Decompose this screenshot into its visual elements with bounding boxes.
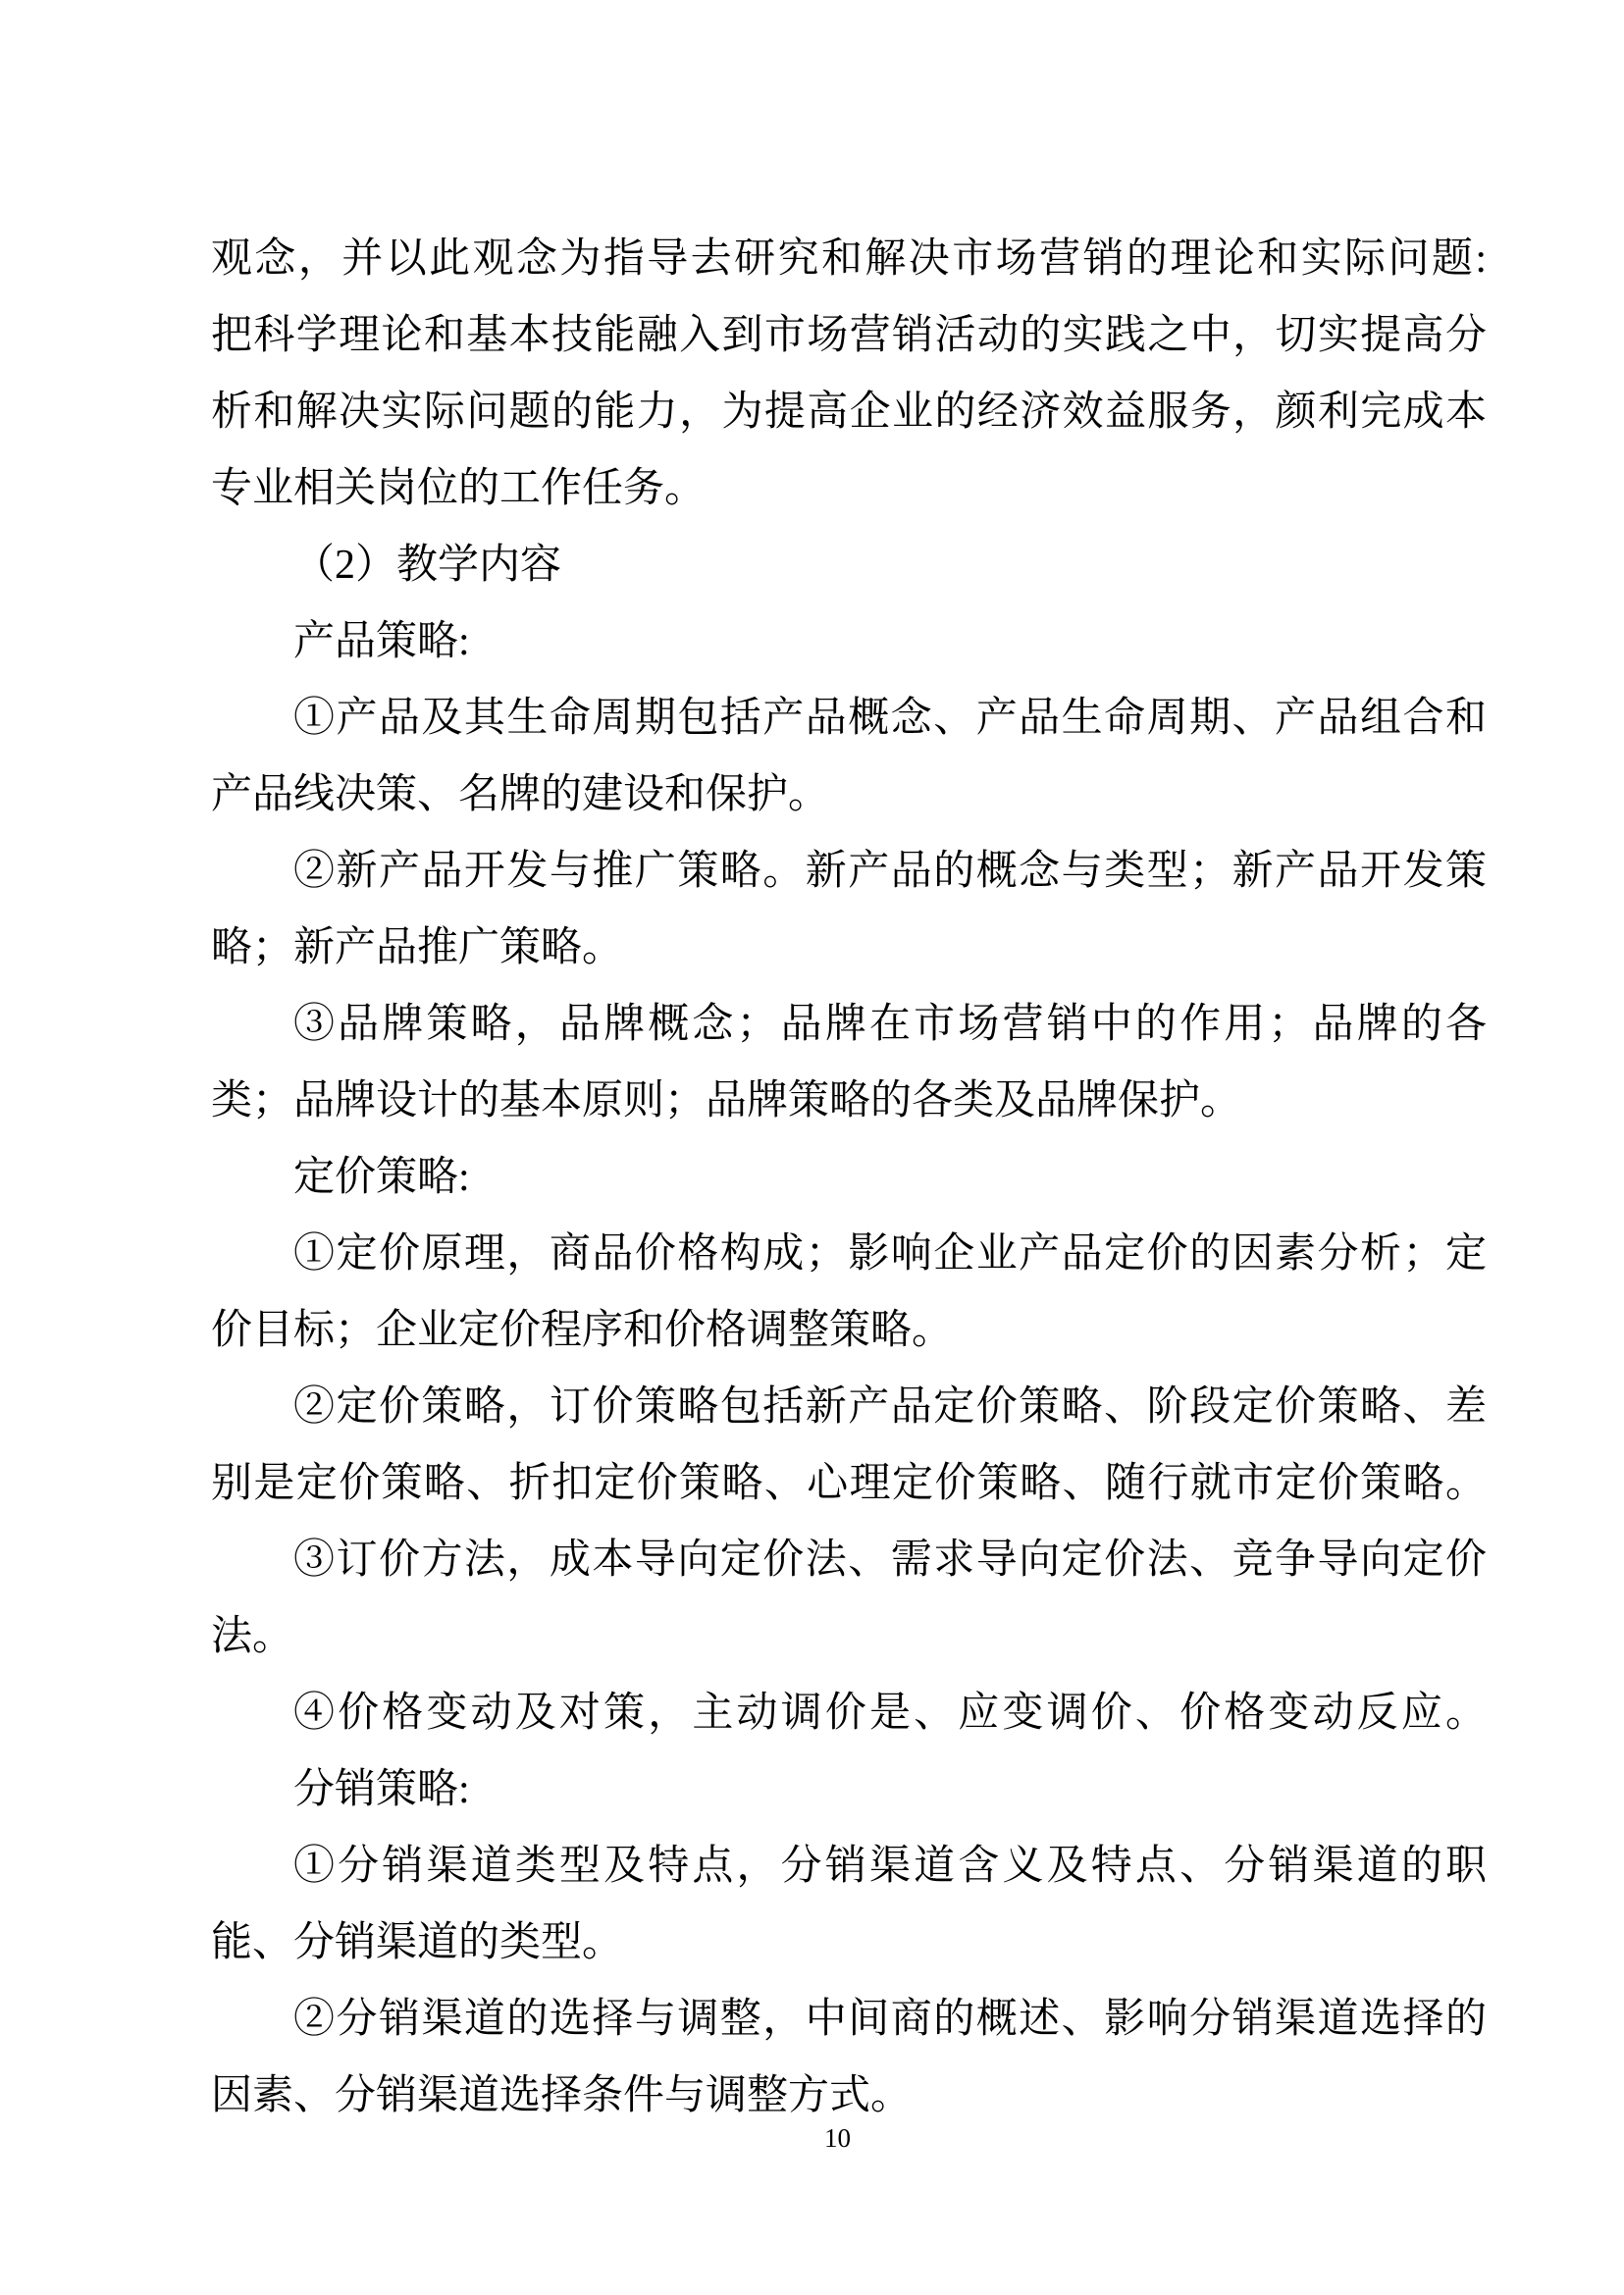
document-line: 因素、分销渠道选择条件与调整方式。 (211, 2073, 913, 2118)
section-heading: 产品策略: (293, 619, 470, 664)
document-line: ①定价原理，商品价格构成；影响企业产品定价的因素分析；定 (293, 1231, 1487, 1277)
document-line: 产品线决策、名牌的建设和保护。 (211, 772, 830, 817)
page-number: 10 (824, 2123, 851, 2153)
document-line: ③品牌策略，品牌概念；品牌在市场营销中的作用；品牌的各 (293, 1002, 1487, 1047)
document-line: ②新产品开发与推广策略。新产品的概念与类型；新产品开发策 (293, 849, 1487, 894)
section-heading: 定价策略: (293, 1155, 470, 1200)
document-line: 略；新产品推广策略。 (211, 925, 624, 970)
document-line: ①分销渠道类型及特点，分销渠道含义及特点、分销渠道的职 (293, 1844, 1487, 1889)
document-line: 法。 (211, 1614, 294, 1659)
document-line: 观念，并以此观念为指导去研究和解决市场营销的理论和实际问题: (211, 236, 1487, 282)
document-line: 能、分销渠道的类型。 (211, 1920, 624, 1965)
document-line: ①产品及其生命周期包括产品概念、产品生命周期、产品组合和 (293, 696, 1487, 741)
document-line: 价目标；企业定价程序和价格调整策略。 (211, 1308, 954, 1353)
section-heading: 分销策略: (293, 1767, 470, 1812)
document-line: 析和解决实际问题的能力，为提高企业的经济效益服务，颜利完成本 (211, 390, 1487, 435)
section-heading: （2）教学内容 (293, 543, 562, 588)
document-line: ②定价策略，订价策略包括新产品定价策略、阶段定价策略、差 (293, 1384, 1487, 1430)
document-body (211, 221, 1487, 2134)
document-line: ③订价方法，成本导向定价法、需求导向定价法、竞争导向定价 (293, 1538, 1487, 1583)
document-line: ②分销渠道的选择与调整，中间商的概述、影响分销渠道选择的 (293, 1997, 1487, 2042)
document-line: ④价格变动及对策，主动调价是、应变调价、价格变动反应。 (293, 1691, 1487, 1736)
document-line: 专业相关岗位的工作任务。 (211, 466, 707, 511)
document-line: 别是定价策略、折扣定价策略、心理定价策略、随行就市定价策略。 (211, 1461, 1487, 1506)
document-line: 把科学理论和基本技能融入到市场营销活动的实践之中，切实提高分 (211, 313, 1487, 358)
document-line: 类；品牌设计的基本原则；品牌策略的各类及品牌保护。 (211, 1078, 1242, 1123)
